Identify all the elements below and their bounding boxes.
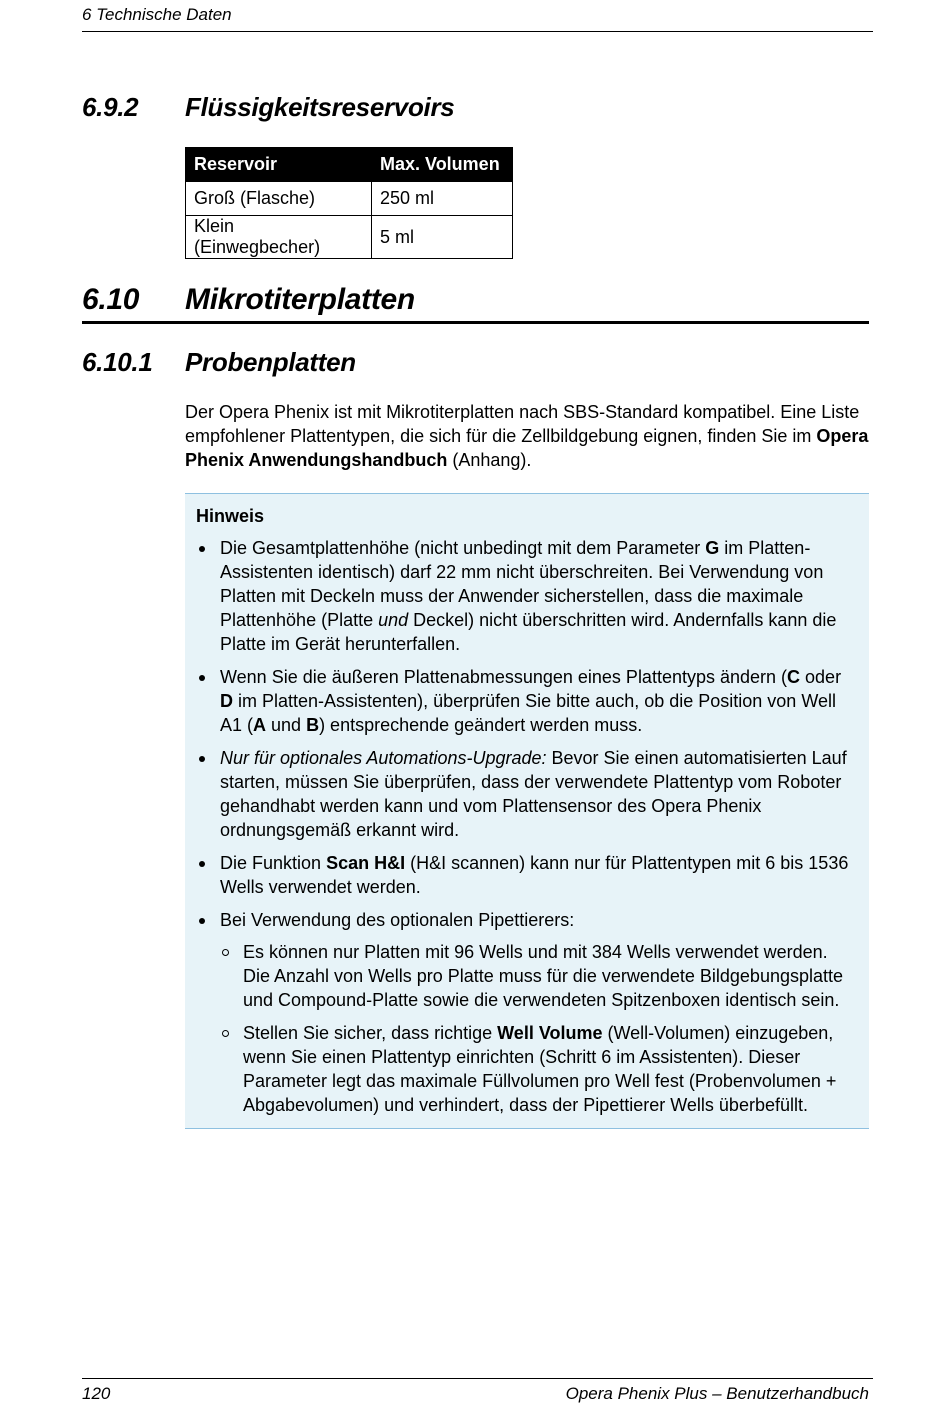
list-item: Wenn Sie die äußeren Plattenabmessungen eines Plattentyps ändern (C oder D im Platten-Assistenten), überprüfen Sie bitte auch, ob die Position von Well A1 (A und B) entsprechende geändert werden muss. [196, 665, 855, 737]
table-row [186, 182, 513, 216]
section-title: Flüssigkeitsreservoirs [185, 92, 455, 122]
manual-title: Opera Phenix Plus – Benutzerhandbuch [565, 1384, 869, 1403]
sub-list-item: Es können nur Platten mit 96 Wells und mit 384 Wells verwendet werden. Die Anzahl von Wells pro Platte muss für die verwendete Bildgebungsplatte und Compound-Platte sowie die verwendeten Spitzenboxen identisch sein. [220, 940, 855, 1012]
section-number: 6.10 [82, 283, 140, 316]
bullet-icon [199, 756, 205, 762]
chapter-heading-6-10 [82, 283, 869, 324]
note-list [196, 536, 855, 1117]
section-heading-6-9-2 [82, 92, 454, 123]
table-row [186, 216, 513, 259]
bullet-icon [199, 861, 205, 867]
table-cell: 250 ml [372, 182, 513, 216]
note-title: Hinweis [196, 506, 265, 526]
running-header [82, 5, 873, 32]
section-title: Probenplatten [185, 347, 356, 377]
bullet-icon [199, 546, 205, 552]
circle-bullet-icon [222, 949, 229, 956]
note-box [185, 493, 869, 1129]
chapter-title: 6 Technische Daten [82, 5, 232, 24]
circle-bullet-icon [222, 1030, 229, 1037]
table-header-cell: Reservoir [186, 148, 372, 182]
bullet-icon [199, 918, 205, 924]
table-header-row [186, 148, 513, 182]
section-heading-6-10-1 [82, 347, 356, 378]
section-number: 6.9.2 [82, 92, 139, 122]
intro-paragraph [185, 400, 870, 472]
section-title: Mikrotiterplatten [185, 283, 415, 316]
list-item: Bei Verwendung des optionalen Pipettierers: Es können nur Platten mit 96 Wells und mit 384 Wells verwendet werden. Die Anzahl von Wells pro Platte muss für die verwendete Bildgebungsplatte und Compound-Platte sowie die verwendeten Spitzenboxen identisch sein. Stellen Sie sicher, dass richtige Well Volume (Well-Volumen) einzugeben, wenn Sie einen Plattentyp einrichten (Schritt 6 im Assistenten). Dieser Parameter legt das maximale Füllvolumen pro Well fest (Probenvolumen + Abgabevolumen) und verhindert, dass der Pipettierer Wells überbefüllt. [196, 908, 855, 1117]
table-cell: Klein (Einwegbecher) [186, 216, 372, 259]
list-item: Nur für optionales Automations-Upgrade: Bevor Sie einen automatisierten Lauf starten, müssen Sie überprüfen, dass der verwendete Plattentyp vom Roboter gehandhabt werden kann und vom Plattensensor des Opera Phenix ordnungsgemäß erkannt wird. [196, 746, 855, 842]
table-header-cell: Max. Volumen [372, 148, 513, 182]
list-item: Die Funktion Scan H&I (H&I scannen) kann nur für Plattentypen mit 6 bis 1536 Wells verwendet werden. [196, 851, 855, 899]
text-run: (Anhang). [447, 450, 532, 470]
sub-list-item: Stellen Sie sicher, dass richtige Well Volume (Well-Volumen) einzugeben, wenn Sie einen Plattentyp einrichten (Schritt 6 im Assistenten). Dieser Parameter legt das maximale Füllvolumen pro Well fest (Probenvolumen + Abgabevolumen) und verhindert, dass der Pipettierer Wells überbefüllt. [220, 1021, 855, 1117]
page-number: 120 [82, 1384, 111, 1403]
running-footer [82, 1378, 873, 1404]
reservoir-table [185, 147, 513, 259]
manual-reference: Opera Phenix Anwendungshandbuch [185, 426, 869, 470]
table-cell: Groß (Flasche) [186, 182, 372, 216]
table-cell: 5 ml [372, 216, 513, 259]
sub-list [220, 940, 855, 1117]
text-run: Der Opera Phenix ist mit Mikrotiterplatten nach SBS-Standard kompatibel. Eine Liste empfohlener Plattentypen, die sich für die Zellbildgebung eignen, finden Sie im [185, 402, 860, 446]
section-number: 6.10.1 [82, 347, 153, 377]
list-item: Die Gesamtplattenhöhe (nicht unbedingt mit dem Parameter G im Platten-Assistenten identisch) darf 22 mm nicht überschreiten. Bei Verwendung von Platten mit Deckeln muss der Anwender sicherstellen, dass die maximale Plattenhöhe (Platte und Deckel) nicht überschritten wird. Andernfalls kann die Platte im Gerät herunterfallen. [196, 536, 855, 656]
bullet-icon [199, 675, 205, 681]
